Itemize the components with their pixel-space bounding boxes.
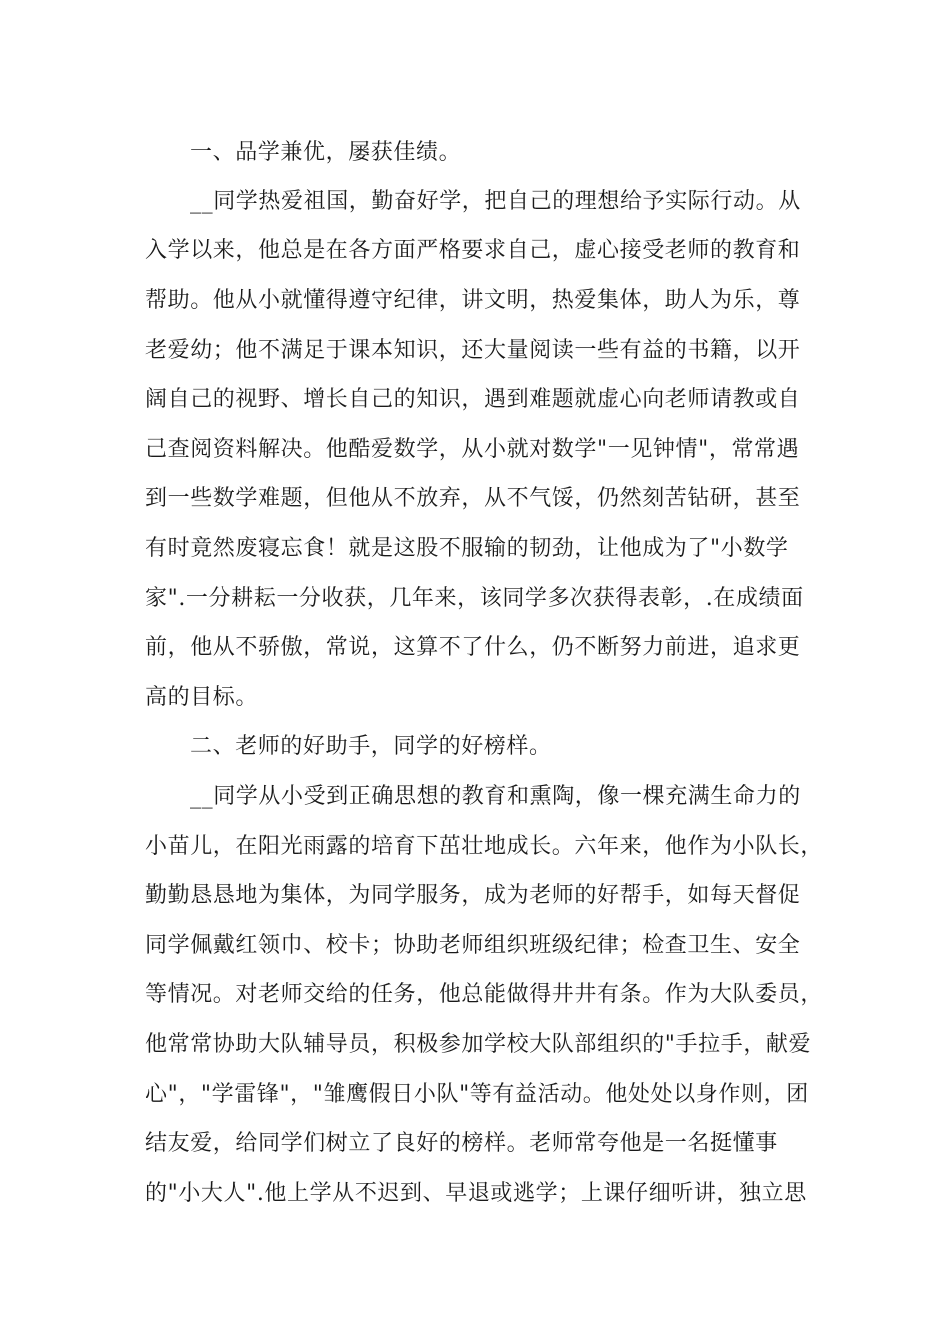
paragraph-line: 帮助。他从小就懂得遵守纪律，讲文明，热爱集体，助人为乐，尊: [145, 288, 801, 313]
paragraph-line: 结友爱，给同学们树立了良好的榜样。老师常夸他是一名挺懂事: [145, 1131, 778, 1156]
paragraph-line: __同学从小受到正确思想的教育和熏陶，像一棵充满生命力的: [190, 784, 801, 809]
paragraph-line: 同学佩戴红领巾、校卡；协助老师组织班级纪律；检查卫生、安全: [145, 933, 801, 958]
paragraph-line: 前，他从不骄傲，常说，这算不了什么，仍不断努力前进，追求更: [145, 635, 801, 660]
paragraph-line: 阔自己的视野、增长自己的知识，遇到难题就虚心向老师请教或自: [145, 387, 801, 412]
paragraph-line: __同学热爱祖国，勤奋好学，把自己的理想给予实际行动。从: [190, 189, 801, 214]
section-heading-2: 二、老师的好助手，同学的好榜样。: [190, 734, 552, 759]
paragraph-line: 小苗儿，在阳光雨露的培育下茁壮地成长。六年来，他作为小队长，: [145, 834, 824, 859]
paragraph-line: 的"小大人".他上学从不迟到、早退或逃学；上课仔细听讲，独立思: [145, 1181, 807, 1206]
paragraph-line: 勤勤恳恳地为集体，为同学服务，成为老师的好帮手，如每天督促: [145, 883, 801, 908]
paragraph-line: 他常常协助大队辅导员，积极参加学校大队部组织的"手拉手，献爱: [145, 1032, 812, 1057]
paragraph-line: 入学以来，他总是在各方面严格要求自己，虚心接受老师的教育和: [145, 238, 801, 263]
paragraph-line: 到一些数学难题，但他从不放弃，从不气馁，仍然刻苦钻研，甚至: [145, 486, 801, 511]
paragraph-line: 己查阅资料解决。他酷爱数学，从小就对数学"一见钟情"，常常遇: [145, 437, 800, 462]
paragraph-line: 老爱幼；他不满足于课本知识，还大量阅读一些有益的书籍，以开: [145, 338, 801, 363]
paragraph-line: 心"，"学雷锋"，"雏鹰假日小队"等有益活动。他处处以身作则，团: [145, 1082, 809, 1107]
paragraph-line: 高的目标。: [145, 685, 259, 710]
paragraph-line: 有时竟然废寝忘食！就是这股不服输的韧劲，让他成为了"小数学: [145, 536, 789, 561]
section-heading-1: 一、品学兼优，屡获佳绩。: [190, 140, 462, 165]
paragraph-line: 等情况。对老师交给的任务，他总能做得井井有条。作为大队委员，: [145, 982, 824, 1007]
paragraph-line: 家".一分耕耘一分收获，几年来，该同学多次获得表彰，.在成绩面: [145, 586, 804, 611]
